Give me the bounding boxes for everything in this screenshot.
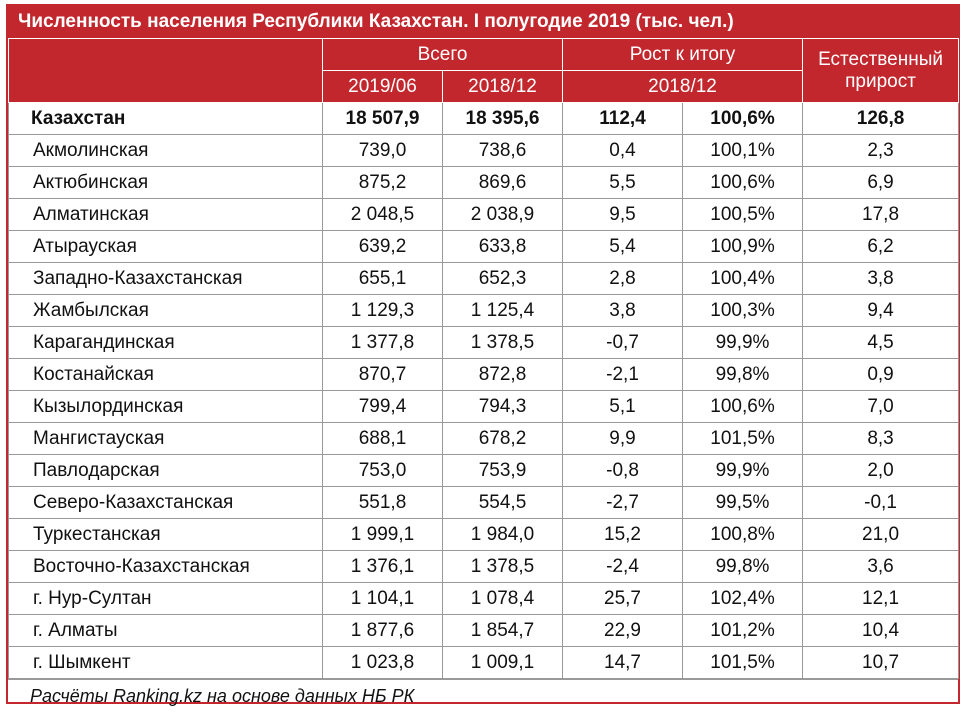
cell-natural-growth: 9,4 bbox=[803, 295, 959, 327]
cell-2018-12: 738,6 bbox=[443, 135, 563, 167]
cell-2018-12: 2 038,9 bbox=[443, 199, 563, 231]
table-body bbox=[9, 103, 959, 679]
table-row bbox=[9, 647, 959, 679]
cell-growth-pct: 100,8% bbox=[683, 519, 803, 551]
cell-2019-06: 688,1 bbox=[323, 423, 443, 455]
population-table-card bbox=[6, 4, 960, 704]
cell-region: г. Нур-Султан bbox=[9, 583, 323, 615]
table-row bbox=[9, 487, 959, 519]
table-row bbox=[9, 231, 959, 263]
cell-natural-growth: -0,1 bbox=[803, 487, 959, 519]
cell-growth-abs: 14,7 bbox=[563, 647, 683, 679]
cell-growth-abs: 2,8 bbox=[563, 263, 683, 295]
cell-2018-12: 678,2 bbox=[443, 423, 563, 455]
cell-growth-abs: -2,1 bbox=[563, 359, 683, 391]
cell-2019-06: 1 877,6 bbox=[323, 615, 443, 647]
table-row bbox=[9, 583, 959, 615]
cell-2018-12: 869,6 bbox=[443, 167, 563, 199]
header-2018-12: 2018/12 bbox=[443, 71, 563, 103]
cell-natural-growth: 10,7 bbox=[803, 647, 959, 679]
cell-natural-growth: 126,8 bbox=[803, 103, 959, 135]
table-row bbox=[9, 167, 959, 199]
cell-growth-abs: 5,1 bbox=[563, 391, 683, 423]
cell-2019-06: 2 048,5 bbox=[323, 199, 443, 231]
cell-natural-growth: 3,6 bbox=[803, 551, 959, 583]
cell-growth-pct: 99,9% bbox=[683, 327, 803, 359]
cell-2018-12: 1 854,7 bbox=[443, 615, 563, 647]
cell-2018-12: 1 378,5 bbox=[443, 327, 563, 359]
cell-region: Мангистауская bbox=[9, 423, 323, 455]
cell-growth-pct: 100,6% bbox=[683, 167, 803, 199]
cell-growth-pct: 99,8% bbox=[683, 551, 803, 583]
header-growth-period: 2018/12 bbox=[563, 71, 803, 103]
cell-growth-abs: 22,9 bbox=[563, 615, 683, 647]
header-total-group: Всего bbox=[323, 39, 563, 71]
cell-growth-pct: 99,9% bbox=[683, 455, 803, 487]
cell-2019-06: 799,4 bbox=[323, 391, 443, 423]
table-row bbox=[9, 295, 959, 327]
cell-growth-pct: 101,2% bbox=[683, 615, 803, 647]
cell-natural-growth: 2,3 bbox=[803, 135, 959, 167]
cell-2019-06: 1 377,8 bbox=[323, 327, 443, 359]
cell-region: г. Алматы bbox=[9, 615, 323, 647]
cell-2018-12: 872,8 bbox=[443, 359, 563, 391]
table-row bbox=[9, 327, 959, 359]
cell-natural-growth: 3,8 bbox=[803, 263, 959, 295]
cell-growth-pct: 99,5% bbox=[683, 487, 803, 519]
cell-growth-abs: -0,8 bbox=[563, 455, 683, 487]
cell-growth-abs: 112,4 bbox=[563, 103, 683, 135]
cell-2018-12: 652,3 bbox=[443, 263, 563, 295]
cell-region: Алматинская bbox=[9, 199, 323, 231]
cell-growth-abs: 5,4 bbox=[563, 231, 683, 263]
cell-2018-12: 1 984,0 bbox=[443, 519, 563, 551]
population-table bbox=[8, 38, 959, 679]
cell-growth-pct: 99,8% bbox=[683, 359, 803, 391]
cell-2018-12: 554,5 bbox=[443, 487, 563, 519]
table-row bbox=[9, 615, 959, 647]
cell-growth-pct: 101,5% bbox=[683, 647, 803, 679]
cell-2018-12: 1 009,1 bbox=[443, 647, 563, 679]
cell-natural-growth: 0,9 bbox=[803, 359, 959, 391]
cell-2019-06: 875,2 bbox=[323, 167, 443, 199]
cell-2019-06: 639,2 bbox=[323, 231, 443, 263]
cell-2019-06: 753,0 bbox=[323, 455, 443, 487]
cell-region: Казахстан bbox=[9, 103, 323, 135]
cell-2018-12: 1 078,4 bbox=[443, 583, 563, 615]
cell-natural-growth: 17,8 bbox=[803, 199, 959, 231]
cell-growth-abs: -2,4 bbox=[563, 551, 683, 583]
header-growth-group: Рост к итогу bbox=[563, 39, 803, 71]
cell-2018-12: 1 125,4 bbox=[443, 295, 563, 327]
cell-region: Атырауская bbox=[9, 231, 323, 263]
header-2019-06: 2019/06 bbox=[323, 71, 443, 103]
cell-2019-06: 1 129,3 bbox=[323, 295, 443, 327]
source-note: Расчёты Ranking.kz на основе данных НБ РК bbox=[8, 679, 958, 713]
table-row bbox=[9, 423, 959, 455]
cell-region: Акмолинская bbox=[9, 135, 323, 167]
table-row bbox=[9, 551, 959, 583]
cell-growth-pct: 100,6% bbox=[683, 391, 803, 423]
cell-natural-growth: 2,0 bbox=[803, 455, 959, 487]
cell-region: Западно-Казахстанская bbox=[9, 263, 323, 295]
cell-growth-abs: 3,8 bbox=[563, 295, 683, 327]
cell-2019-06: 551,8 bbox=[323, 487, 443, 519]
cell-2018-12: 794,3 bbox=[443, 391, 563, 423]
table-row bbox=[9, 199, 959, 231]
cell-growth-abs: 15,2 bbox=[563, 519, 683, 551]
cell-natural-growth: 4,5 bbox=[803, 327, 959, 359]
table-row bbox=[9, 455, 959, 487]
cell-2019-06: 870,7 bbox=[323, 359, 443, 391]
cell-region: Северо-Казахстанская bbox=[9, 487, 323, 519]
cell-growth-abs: 25,7 bbox=[563, 583, 683, 615]
table-row bbox=[9, 519, 959, 551]
cell-region: Карагандинская bbox=[9, 327, 323, 359]
cell-2018-12: 753,9 bbox=[443, 455, 563, 487]
cell-growth-pct: 100,6% bbox=[683, 103, 803, 135]
cell-natural-growth: 21,0 bbox=[803, 519, 959, 551]
cell-growth-pct: 100,4% bbox=[683, 263, 803, 295]
table-row bbox=[9, 135, 959, 167]
cell-growth-abs: -0,7 bbox=[563, 327, 683, 359]
cell-region: Костанайская bbox=[9, 359, 323, 391]
cell-growth-pct: 100,9% bbox=[683, 231, 803, 263]
header-natural-growth: Естественный прирост bbox=[803, 39, 959, 103]
cell-growth-pct: 101,5% bbox=[683, 423, 803, 455]
cell-2019-06: 1 104,1 bbox=[323, 583, 443, 615]
cell-2019-06: 739,0 bbox=[323, 135, 443, 167]
cell-region: Кызылординская bbox=[9, 391, 323, 423]
cell-natural-growth: 7,0 bbox=[803, 391, 959, 423]
cell-2019-06: 655,1 bbox=[323, 263, 443, 295]
cell-2018-12: 18 395,6 bbox=[443, 103, 563, 135]
header-region bbox=[9, 39, 323, 103]
cell-growth-pct: 102,4% bbox=[683, 583, 803, 615]
cell-2018-12: 1 378,5 bbox=[443, 551, 563, 583]
cell-growth-abs: -2,7 bbox=[563, 487, 683, 519]
cell-region: Туркестанская bbox=[9, 519, 323, 551]
cell-region: Восточно-Казахстанская bbox=[9, 551, 323, 583]
table-row bbox=[9, 263, 959, 295]
cell-growth-abs: 9,9 bbox=[563, 423, 683, 455]
table-row bbox=[9, 359, 959, 391]
table-row-total bbox=[9, 103, 959, 135]
cell-2019-06: 18 507,9 bbox=[323, 103, 443, 135]
cell-natural-growth: 6,2 bbox=[803, 231, 959, 263]
cell-growth-abs: 0,4 bbox=[563, 135, 683, 167]
cell-growth-pct: 100,5% bbox=[683, 199, 803, 231]
cell-natural-growth: 8,3 bbox=[803, 423, 959, 455]
cell-growth-pct: 100,3% bbox=[683, 295, 803, 327]
cell-growth-abs: 5,5 bbox=[563, 167, 683, 199]
cell-natural-growth: 12,1 bbox=[803, 583, 959, 615]
cell-region: Павлодарская bbox=[9, 455, 323, 487]
table-row bbox=[9, 391, 959, 423]
cell-growth-abs: 9,5 bbox=[563, 199, 683, 231]
header-row-1 bbox=[9, 39, 959, 71]
table-title: Численность населения Республики Казахстан. I полугодие 2019 (тыс. чел.) bbox=[8, 6, 958, 38]
cell-2019-06: 1 999,1 bbox=[323, 519, 443, 551]
cell-2018-12: 633,8 bbox=[443, 231, 563, 263]
cell-2019-06: 1 376,1 bbox=[323, 551, 443, 583]
cell-2019-06: 1 023,8 bbox=[323, 647, 443, 679]
cell-region: Актюбинская bbox=[9, 167, 323, 199]
cell-growth-pct: 100,1% bbox=[683, 135, 803, 167]
cell-region: г. Шымкент bbox=[9, 647, 323, 679]
cell-region: Жамбылская bbox=[9, 295, 323, 327]
cell-natural-growth: 6,9 bbox=[803, 167, 959, 199]
cell-natural-growth: 10,4 bbox=[803, 615, 959, 647]
